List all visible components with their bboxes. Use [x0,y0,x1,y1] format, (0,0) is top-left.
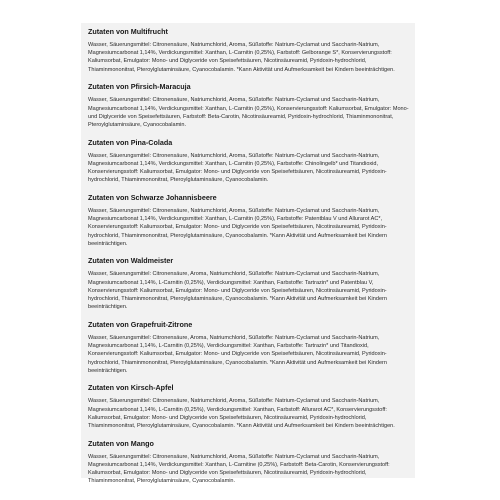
section-heading: Zutaten von Mango [88,438,154,448]
ingredients-text: Wasser, Säuerungsmittel: Citronensäure, Natriumchlorid, Aroma, Süßstoffe: Natrium-Cyclamat und Saccharin-Natrium, Magnesiumcarbonat 1,14%, L-Carnitin (0,25%), Verdickungsmittel: Xanthan, Farbstoff: Allurarot AC*, Konservierungsstoff: Kaliumsorbat, Emulgator: Mono- und Diglyceride von Speisefettsäuren, Nicotinsäureamid, Pyridoxin-hydrochlorid, Thiaminmononitrat, Pteroylglutaminsäure, Cyanocobalamin. *Kann Aktivität und Aufmerksamkeit bei Kindern beeinträchtigen. [88,398,395,430]
section-heading: Zutaten von Grapefruit-Zitrone [88,319,193,329]
ingredients-text: Wasser, Säuerungsmittel: Citronensäure, Natriumchlorid, Aroma, Süßstoffe: Natrium-Cyclamat und Saccharin-Natrium, Magnesiumcarbonat 1,14%, Verdickungsmittel: Xanthan, L-Carnitine (0,25%), Farbstoff: Beta-Carotin, Konservierungsstoff: Kaliumsorbat, Emulgator: Mono- und Diglyceride von Speisefettsäuren, Nicotinsäureamid, Pyridoxin-hydrochlorid, Thiaminmononitrat, Pteroylglutaminsäure, Cyanocobalamin. [88,453,390,485]
ingredients-section-pfirsich-maracuja [88,82,409,129]
ingredients-text: Wasser, Säuerungsmittel: Citronensäure, Natriumchlorid, Aroma, Süßstoffe: Natrium-Cyclamat und Saccharin-Natrium, Magnesiumcarbonat 1,14%, Verdickungsmittel: Xanthan, L-Carnitin (0,25%), Farbstoffe: Patentblau V und Allurarot AC*, Konservierungsstoff: Kaliumsorbat, Emulgator: Mono- und Diglyceride von Speisefettsäuren, Nicotinsäureamid, Pyridoxin-hydrochlorid, Thiaminmononitrat, Pteroylglutaminsäure, Cyanocobalamin. *Kann Aktivität und Aufmerksamkeit bei Kindern beeinträchtigen. [88,207,387,247]
ingredients-section-kirsch-apfel [88,383,409,430]
section-heading: Zutaten von Multifrucht [88,27,168,36]
ingredients-section-grapefruit-zitrone [88,320,409,375]
section-heading: Zutaten von Kirsch-Apfel [88,383,174,393]
section-heading: Zutaten von Pina-Colada [88,137,173,147]
section-heading: Zutaten von Waldmeister [88,256,174,266]
ingredients-text: Wasser, Säuerungsmittel: Citronensäure, Aroma, Natriumchlorid, Süßstoffe: Natrium-Cyclamat und Saccharin-Natrium, Magnesiumcarbonat 1,14%, L-Carnitin (0,25%), Verdickungsmittel: Xanthan, Farbstoffe: Tartrazin* und Patentblau V, Konservierungsstoff: Kaliumsorbat, Emulgator: Mono- und Diglyceride von Speisefettsäuren, Nicotinsäureamid, Pyridoxin-hydrochlorid, Thiaminmononitrat, Pteroylglutaminsäure, Cyanocobalamin. *Kann Aktivität und Aufmerksamkeit bei Kindern beeinträchtigen. [88,271,387,311]
ingredients-section-mango [88,439,409,486]
ingredients-section-pina-colada [88,138,409,185]
ingredients-panel [81,23,415,485]
ingredients-section-multifrucht [88,27,409,74]
ingredients-text: Wasser, Säuerungsmittel: Citronensäure, Aroma, Natriumchlorid, Süßstoffe: Natrium-Cyclamat und Saccharin-Natrium, Magnesiumcarbonat 1,14%, L-Carnitin (0,25%), Verdickungsmittel: Xanthan, Farbstoffe: Tartrazin* und Titandioxid, Konservierungsstoff: Kaliumsorbat, Emulgator: Mono- und Diglyceride von Speisefettsäuren, Nicotinsäureamid, Pyridoxin-hydrochlorid, Thiaminmononitrat, Pteroylglutaminsäure, Cyanocobalamin. *Kann Aktivität und Aufmerksamkeit bei Kindern beeinträchtigen. [88,334,387,374]
section-heading: Zutaten von Pfirsich-Maracuja [88,82,191,92]
ingredients-section-waldmeister [88,256,409,311]
section-heading: Zutaten von Schwarze Johannisbeere [88,192,217,202]
ingredients-text: Wasser, Säuerungsmittel: Citronensäure, Natriumchlorid, Aroma, Süßstoffe: Natrium-Cyclamat und Saccharin-Natrium, Magnesiumcarbonat 1,14%, Verdickungsmittel: Xanthan, L-Carnitin (0,25%), Konservierungsstoff: Kaliumsorbat, Emulgator: Mono- und Diglyceride von Speisefettsäuren, Farbstoff: Beta-Carotin, Nicotinsäureamid, Pyridoxin-hydrochlorid, Thiaminmononitrat, Pteroylglutaminsäure, Cyanocobalamin. [88,97,409,128]
ingredients-section-schwarze-johannisbeere [88,193,409,248]
ingredients-text: Wasser, Säuerungsmittel: Citronensäure, Natriumchlorid, Aroma, Süßstoffe: Natrium-Cyclamat und Saccharin-Natrium, Magnesiumcarbonat 1,14%, Verdickungsmittel: Xanthan, L-Carnitin (0,25%), Farbstoffe: Chinolingelb* und Titandioxid, Konservierungsstoff: Kaliumsorbat, Emulgator: Mono- und Diglyceride von Speisefettsäuren, Nicotinsäureamid, Pyridoxin-hydrochlorid, Thiaminmononitrat, Pteroylglutaminsäure, Cyanocobalamin. [88,152,387,184]
ingredients-text: Wasser, Säuerungsmittel: Citronensäure, Natriumchlorid, Aroma, Süßstoffe: Natrium-Cyclamat und Saccharin-Natrium, Magnesiumcarbonat 1,14%, Verdickungsmittel: Xanthan, L-Carnitin (0,25%), Farbstoff: Gelborange S*, Konservierungsstoff: Kaliumsorbat, Emulgator: Mono- und Diglyceride von Speisefettsäuren, Nicotinsäureamid, Pyridoxin-hydrochlorid, Thiaminmononitrat, Pteroylglutaminsäure, Cyanocobalamin. *Kann Aktivität und Aufmerksamkeit bei Kindern beeinträchtigen. [88,42,395,73]
